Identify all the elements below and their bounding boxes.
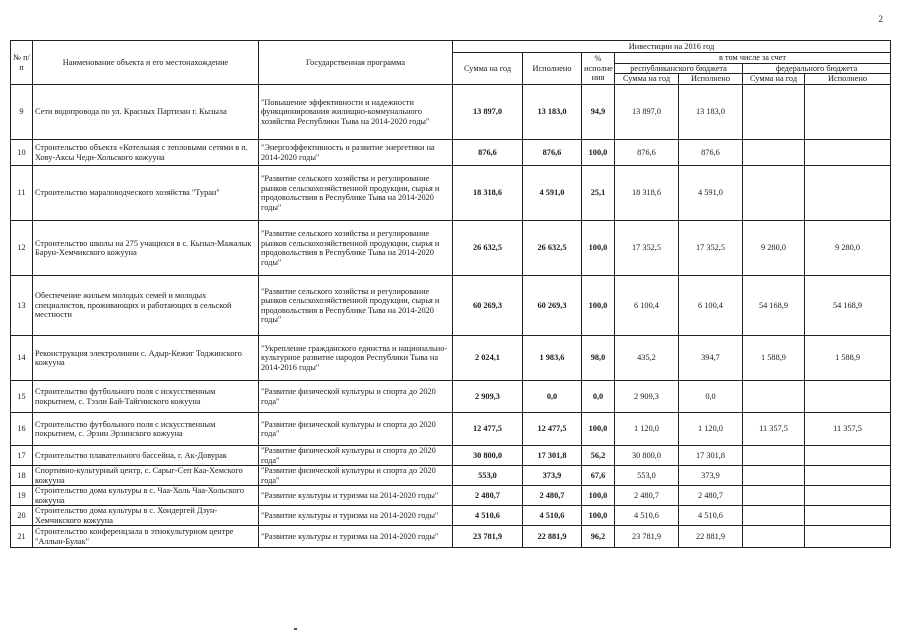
scan-mark bbox=[294, 628, 297, 630]
cell-fed-exec bbox=[805, 166, 891, 221]
cell-pct: 98,0 bbox=[582, 336, 615, 381]
cell-program: "Развитие физической культуры и спорта до 2020 года" bbox=[259, 466, 453, 486]
cell-rep-exec: 4 510,6 bbox=[679, 506, 743, 526]
table-row bbox=[11, 140, 891, 166]
cell-pct: 96,2 bbox=[582, 526, 615, 548]
cell-fed-sum: 1 588,9 bbox=[743, 336, 805, 381]
cell-fed-exec bbox=[805, 486, 891, 506]
cell-pct: 94,9 bbox=[582, 85, 615, 140]
cell-program: "Развитие физической культуры и спорта до 2020 года" bbox=[259, 446, 453, 466]
cell-fed-sum bbox=[743, 140, 805, 166]
cell-pct: 100,0 bbox=[582, 413, 615, 446]
cell-program: "Развитие сельского хозяйства и регулирование рынков сельскохозяйственной продукции, сырья и продовольствия в Республике Тыва на 2014-2020 годы" bbox=[259, 166, 453, 221]
header-sum-year: Сумма на год bbox=[453, 53, 523, 85]
header-fed-exec: Исполнено bbox=[805, 74, 891, 85]
header-name: Наименование объекта и его местонахождение bbox=[33, 41, 259, 85]
cell-pct: 100,0 bbox=[582, 486, 615, 506]
table-row bbox=[11, 466, 891, 486]
cell-exec: 26 632,5 bbox=[523, 221, 582, 276]
cell-exec: 4 510,6 bbox=[523, 506, 582, 526]
cell-sum: 12 477,5 bbox=[453, 413, 523, 446]
table-row bbox=[11, 526, 891, 548]
cell-program: "Развитие культуры и туризма на 2014-2020 годы" bbox=[259, 486, 453, 506]
cell-fed-sum bbox=[743, 526, 805, 548]
header-incl: в том числе за счет bbox=[615, 53, 891, 64]
cell-pct: 100,0 bbox=[582, 506, 615, 526]
cell-program: "Энергоэффективность и развитие энергетики на 2014-2020 годы" bbox=[259, 140, 453, 166]
cell-pct: 100,0 bbox=[582, 140, 615, 166]
cell-sum: 18 318,6 bbox=[453, 166, 523, 221]
cell-rep-exec: 17 301,8 bbox=[679, 446, 743, 466]
cell-num: 17 bbox=[11, 446, 33, 466]
cell-name: Строительство плавательного бассейна, г. Ак-Довурак bbox=[33, 446, 259, 466]
cell-rep-exec: 1 120,0 bbox=[679, 413, 743, 446]
cell-fed-sum bbox=[743, 466, 805, 486]
cell-rep-sum: 2 909,3 bbox=[615, 381, 679, 413]
cell-rep-sum: 30 800,0 bbox=[615, 446, 679, 466]
cell-fed-sum bbox=[743, 446, 805, 466]
cell-fed-sum bbox=[743, 506, 805, 526]
cell-rep-sum: 553,0 bbox=[615, 466, 679, 486]
header-fed-sum: Сумма на год bbox=[743, 74, 805, 85]
cell-exec: 4 591,0 bbox=[523, 166, 582, 221]
header-program: Государственная программа bbox=[259, 41, 453, 85]
cell-rep-sum: 23 781,9 bbox=[615, 526, 679, 548]
cell-num: 13 bbox=[11, 276, 33, 336]
cell-rep-sum: 17 352,5 bbox=[615, 221, 679, 276]
cell-fed-exec bbox=[805, 466, 891, 486]
cell-name: Сети водопровода по ул. Красных Партизан г. Кызыла bbox=[33, 85, 259, 140]
cell-num: 21 bbox=[11, 526, 33, 548]
table-row bbox=[11, 381, 891, 413]
header-republic: республиканского бюджета bbox=[615, 63, 743, 74]
cell-fed-exec bbox=[805, 506, 891, 526]
cell-rep-sum: 1 120,0 bbox=[615, 413, 679, 446]
table-row bbox=[11, 446, 891, 466]
cell-rep-sum: 6 100,4 bbox=[615, 276, 679, 336]
cell-exec: 22 881,9 bbox=[523, 526, 582, 548]
header-pct: % исполне ния bbox=[582, 53, 615, 85]
cell-pct: 25,1 bbox=[582, 166, 615, 221]
cell-exec: 60 269,3 bbox=[523, 276, 582, 336]
cell-program: "Повышение эффективности и надежности функционирования жилищно-коммунального хозяйства Республики Тыва на 2014-2020 годы" bbox=[259, 85, 453, 140]
cell-rep-exec: 0,0 bbox=[679, 381, 743, 413]
cell-pct: 67,6 bbox=[582, 466, 615, 486]
page-number: 2 bbox=[878, 14, 883, 24]
cell-fed-exec bbox=[805, 85, 891, 140]
table-row bbox=[11, 276, 891, 336]
cell-exec: 0,0 bbox=[523, 381, 582, 413]
cell-num: 10 bbox=[11, 140, 33, 166]
cell-sum: 26 632,5 bbox=[453, 221, 523, 276]
cell-fed-exec: 11 357,5 bbox=[805, 413, 891, 446]
cell-program: "Развитие культуры и туризма на 2014-2020 годы" bbox=[259, 526, 453, 548]
cell-fed-sum: 9 280,0 bbox=[743, 221, 805, 276]
cell-num: 20 bbox=[11, 506, 33, 526]
cell-fed-sum: 11 357,5 bbox=[743, 413, 805, 446]
cell-fed-exec bbox=[805, 140, 891, 166]
cell-fed-sum bbox=[743, 381, 805, 413]
table-row bbox=[11, 336, 891, 381]
cell-name: Строительство дома культуры в с. Чаа-Холь Чаа-Хольского кожууна bbox=[33, 486, 259, 506]
cell-exec: 13 183,0 bbox=[523, 85, 582, 140]
cell-exec: 2 480,7 bbox=[523, 486, 582, 506]
cell-rep-exec: 17 352,5 bbox=[679, 221, 743, 276]
cell-rep-exec: 394,7 bbox=[679, 336, 743, 381]
cell-program: "Развитие физической культуры и спорта до 2020 года" bbox=[259, 381, 453, 413]
cell-name: Строительство футбольного поля с искусственным покрытием, с. Тээли Бай-Тайгинского кожууна bbox=[33, 381, 259, 413]
cell-program: "Развитие сельского хозяйства и регулирование рынков сельскохозяйственной продукции, сырья и продовольствия в Республике Тыва на 2014-2020 годы" bbox=[259, 221, 453, 276]
header-num: № п/п bbox=[11, 41, 33, 85]
cell-fed-sum bbox=[743, 486, 805, 506]
header-rep-sum: Сумма на год bbox=[615, 74, 679, 85]
cell-rep-sum: 13 897,0 bbox=[615, 85, 679, 140]
cell-rep-exec: 13 183,0 bbox=[679, 85, 743, 140]
cell-rep-exec: 876,6 bbox=[679, 140, 743, 166]
cell-name: Строительство мараловодческого хозяйства "Туран" bbox=[33, 166, 259, 221]
table-row bbox=[11, 413, 891, 446]
cell-rep-exec: 2 480,7 bbox=[679, 486, 743, 506]
cell-pct: 100,0 bbox=[582, 276, 615, 336]
cell-fed-exec bbox=[805, 446, 891, 466]
cell-rep-exec: 4 591,0 bbox=[679, 166, 743, 221]
cell-pct: 0,0 bbox=[582, 381, 615, 413]
cell-sum: 553,0 bbox=[453, 466, 523, 486]
cell-rep-exec: 373,9 bbox=[679, 466, 743, 486]
cell-rep-sum: 4 510,6 bbox=[615, 506, 679, 526]
cell-name: Строительство дома культуры в с. Хондергей Дзун-Хемчикского кожууна bbox=[33, 506, 259, 526]
cell-fed-exec bbox=[805, 526, 891, 548]
cell-num: 15 bbox=[11, 381, 33, 413]
table-row bbox=[11, 221, 891, 276]
cell-num: 16 bbox=[11, 413, 33, 446]
cell-fed-sum bbox=[743, 85, 805, 140]
cell-exec: 12 477,5 bbox=[523, 413, 582, 446]
cell-rep-sum: 435,2 bbox=[615, 336, 679, 381]
header-rep-exec: Исполнено bbox=[679, 74, 743, 85]
cell-exec: 17 301,8 bbox=[523, 446, 582, 466]
cell-sum: 60 269,3 bbox=[453, 276, 523, 336]
cell-rep-exec: 6 100,4 bbox=[679, 276, 743, 336]
cell-name: Строительство конференцзала в этнокультурном центре "Аллын-Булак" bbox=[33, 526, 259, 548]
table-row bbox=[11, 166, 891, 221]
cell-sum: 876,6 bbox=[453, 140, 523, 166]
cell-program: "Развитие культуры и туризма на 2014-2020 годы" bbox=[259, 506, 453, 526]
cell-rep-exec: 22 881,9 bbox=[679, 526, 743, 548]
cell-fed-sum bbox=[743, 166, 805, 221]
cell-rep-sum: 18 318,6 bbox=[615, 166, 679, 221]
cell-num: 19 bbox=[11, 486, 33, 506]
cell-name: Строительство футбольного поля с искусственным покрытием, с. Эрзин Эрзинского кожууна bbox=[33, 413, 259, 446]
cell-exec: 1 983,6 bbox=[523, 336, 582, 381]
cell-name: Строительство школы на 275 учащихся в с. Кызыл-Мажалык Барун-Хемчикского кожууна bbox=[33, 221, 259, 276]
cell-name: Строительство объекта «Котельная с тепловыми сетями в п. Хову-Аксы Чеди-Хольского кожууна bbox=[33, 140, 259, 166]
cell-num: 18 bbox=[11, 466, 33, 486]
cell-sum: 13 897,0 bbox=[453, 85, 523, 140]
cell-num: 14 bbox=[11, 336, 33, 381]
cell-num: 11 bbox=[11, 166, 33, 221]
cell-pct: 100,0 bbox=[582, 221, 615, 276]
cell-program: "Развитие сельского хозяйства и регулирование рынков сельскохозяйственной продукции, сырья и продовольствия в Республике Тыва на 2014-2020 годы" bbox=[259, 276, 453, 336]
header-executed: Исполнено bbox=[523, 53, 582, 85]
cell-exec: 373,9 bbox=[523, 466, 582, 486]
header-federal: федерального бюджета bbox=[743, 63, 891, 74]
cell-program: "Укрепление гражданского единства и национально-культурное развитие народов Республики Тыва на 2014-2016 годы" bbox=[259, 336, 453, 381]
cell-fed-exec: 9 280,0 bbox=[805, 221, 891, 276]
cell-sum: 2 480,7 bbox=[453, 486, 523, 506]
table-row bbox=[11, 85, 891, 140]
cell-name: Реконструкция электролинии с. Адыр-Кежиг Тоджинского кожууна bbox=[33, 336, 259, 381]
cell-sum: 23 781,9 bbox=[453, 526, 523, 548]
cell-num: 9 bbox=[11, 85, 33, 140]
table-body bbox=[11, 85, 891, 548]
cell-rep-sum: 2 480,7 bbox=[615, 486, 679, 506]
cell-name: Спортивно-культурный центр, с. Сарыг-Сеп Каа-Хемского кожууна bbox=[33, 466, 259, 486]
cell-sum: 30 800,0 bbox=[453, 446, 523, 466]
cell-sum: 2 909,3 bbox=[453, 381, 523, 413]
cell-fed-sum: 54 168,9 bbox=[743, 276, 805, 336]
cell-exec: 876,6 bbox=[523, 140, 582, 166]
cell-name: Обеспечение жильем молодых семей и молодых специалистов, проживающих и работающих в сельской местности bbox=[33, 276, 259, 336]
cell-sum: 4 510,6 bbox=[453, 506, 523, 526]
cell-num: 12 bbox=[11, 221, 33, 276]
cell-program: "Развитие физической культуры и спорта до 2020 года" bbox=[259, 413, 453, 446]
cell-fed-exec: 1 588,9 bbox=[805, 336, 891, 381]
cell-rep-sum: 876,6 bbox=[615, 140, 679, 166]
cell-pct: 56,2 bbox=[582, 446, 615, 466]
cell-fed-exec: 54 168,9 bbox=[805, 276, 891, 336]
cell-fed-exec bbox=[805, 381, 891, 413]
header-investments: Инвестиции на 2016 год bbox=[453, 41, 891, 53]
investment-table bbox=[10, 40, 891, 548]
table-row bbox=[11, 486, 891, 506]
cell-sum: 2 024,1 bbox=[453, 336, 523, 381]
table-row bbox=[11, 506, 891, 526]
